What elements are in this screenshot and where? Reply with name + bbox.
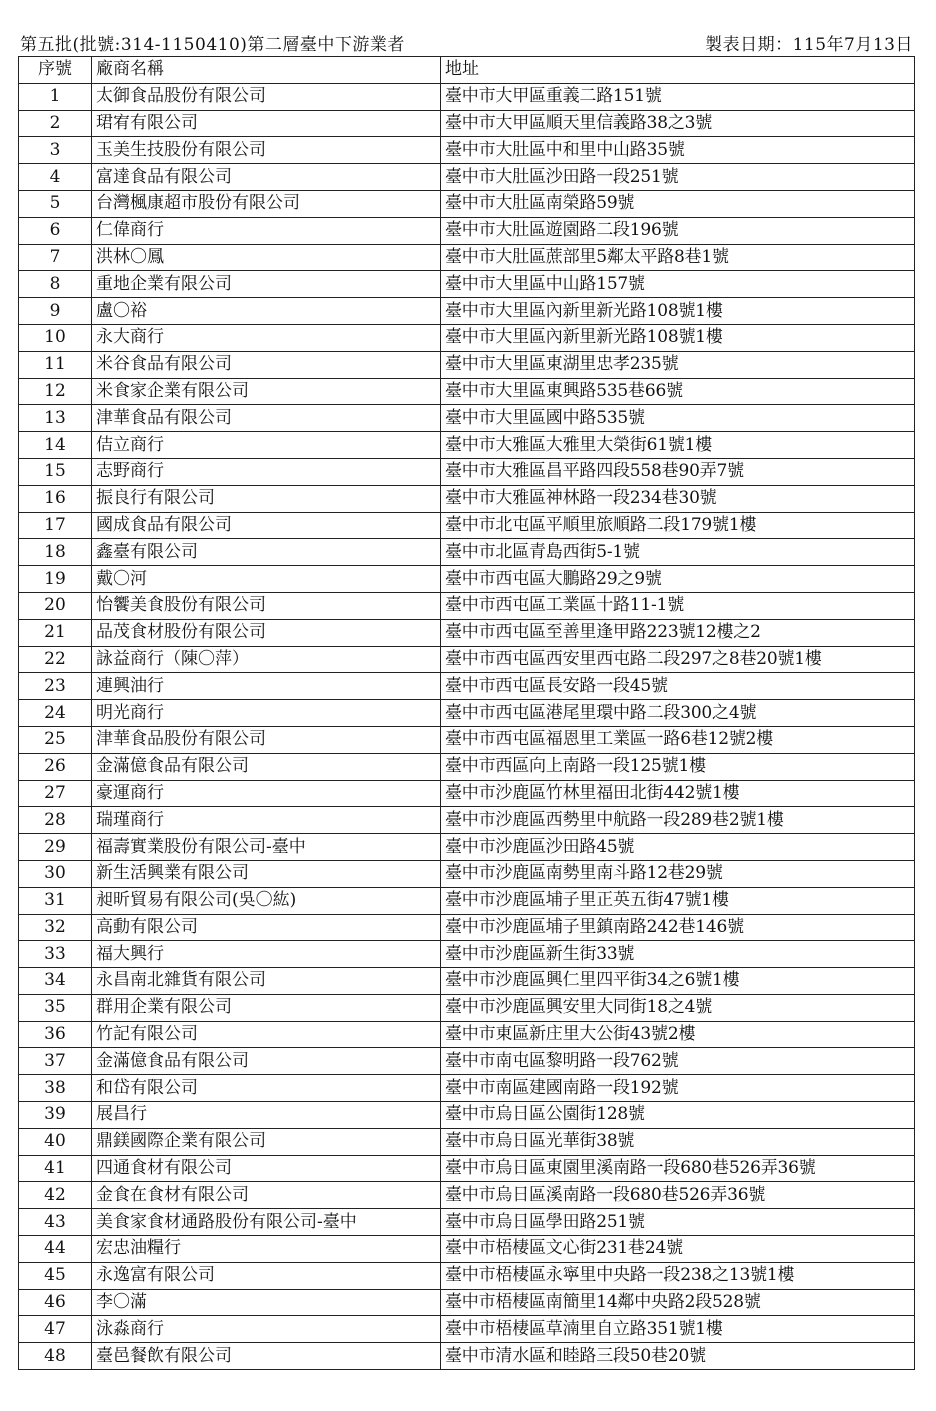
table-row — [19, 968, 915, 995]
vendor-name: 金滿億食品有限公司 — [92, 1048, 441, 1075]
table-row — [19, 1075, 915, 1102]
row-number: 39 — [19, 1102, 92, 1129]
row-number: 42 — [19, 1182, 92, 1209]
row-number: 20 — [19, 592, 92, 619]
vendor-address: 臺中市西屯區西安里西屯路二段297之8巷20號1樓 — [441, 646, 915, 673]
row-number: 9 — [19, 298, 92, 325]
table-row — [19, 351, 915, 378]
table-row — [19, 700, 915, 727]
vendor-name: 仁偉商行 — [92, 217, 441, 244]
vendor-name: 福大興行 — [92, 941, 441, 968]
vendor-address: 臺中市沙鹿區埔子里鎮南路242巷146號 — [441, 914, 915, 941]
row-number: 19 — [19, 566, 92, 593]
table-row — [19, 432, 915, 459]
table-row — [19, 83, 915, 110]
table-row — [19, 1021, 915, 1048]
vendor-address: 臺中市大肚區遊園路二段196號 — [441, 217, 915, 244]
vendor-address: 臺中市大雅區大雅里大榮街61號1樓 — [441, 432, 915, 459]
row-number: 28 — [19, 807, 92, 834]
vendor-address: 臺中市大甲區重義二路151號 — [441, 83, 915, 110]
vendor-name: 鼎鎂國際企業有限公司 — [92, 1128, 441, 1155]
vendor-name: 展昌行 — [92, 1102, 441, 1129]
vendor-address: 臺中市大雅區昌平路四段558巷90弄7號 — [441, 458, 915, 485]
table-row — [19, 298, 915, 325]
vendor-name: 珺宥有限公司 — [92, 110, 441, 137]
vendor-address: 臺中市沙鹿區興安里大同街18之4號 — [441, 994, 915, 1021]
vendor-name: 昶昕貿易有限公司(吳〇紘) — [92, 887, 441, 914]
vendor-address: 臺中市大里區內新里新光路108號1樓 — [441, 324, 915, 351]
row-number: 11 — [19, 351, 92, 378]
vendor-address: 臺中市梧棲區文心街231巷24號 — [441, 1236, 915, 1263]
vendor-name: 佶立商行 — [92, 432, 441, 459]
vendor-address: 臺中市大肚區南榮路59號 — [441, 190, 915, 217]
table-row — [19, 834, 915, 861]
row-number: 4 — [19, 164, 92, 191]
vendor-name: 四通食材有限公司 — [92, 1155, 441, 1182]
vendor-address: 臺中市烏日區光華街38號 — [441, 1128, 915, 1155]
row-number: 23 — [19, 673, 92, 700]
row-number: 48 — [19, 1343, 92, 1370]
column-header-number: 序號 — [19, 57, 92, 84]
vendor-address: 臺中市清水區和睦路三段50巷20號 — [441, 1343, 915, 1370]
row-number: 44 — [19, 1236, 92, 1263]
table-row — [19, 539, 915, 566]
row-number: 26 — [19, 753, 92, 780]
vendor-address: 臺中市梧棲區草湳里自立路351號1樓 — [441, 1316, 915, 1343]
table-row — [19, 807, 915, 834]
vendor-address: 臺中市大里區內新里新光路108號1樓 — [441, 298, 915, 325]
vendor-address: 臺中市西屯區工業區十路11-1號 — [441, 592, 915, 619]
vendor-name: 瑞瑾商行 — [92, 807, 441, 834]
vendor-address: 臺中市沙鹿區沙田路45號 — [441, 834, 915, 861]
row-number: 18 — [19, 539, 92, 566]
table-row — [19, 1316, 915, 1343]
vendor-name: 津華食品股份有限公司 — [92, 726, 441, 753]
row-number: 45 — [19, 1262, 92, 1289]
row-number: 40 — [19, 1128, 92, 1155]
vendor-name: 泳淼商行 — [92, 1316, 441, 1343]
vendor-address: 臺中市西屯區福恩里工業區一路6巷12號2樓 — [441, 726, 915, 753]
table-row — [19, 994, 915, 1021]
vendor-name: 米食家企業有限公司 — [92, 378, 441, 405]
vendor-name: 振良行有限公司 — [92, 485, 441, 512]
vendor-address: 臺中市大肚區蔗部里5鄰太平路8巷1號 — [441, 244, 915, 271]
table-row — [19, 512, 915, 539]
table-row — [19, 726, 915, 753]
table-row — [19, 458, 915, 485]
table-row — [19, 271, 915, 298]
table-row — [19, 1182, 915, 1209]
row-number: 13 — [19, 405, 92, 432]
row-number: 6 — [19, 217, 92, 244]
vendor-name: 重地企業有限公司 — [92, 271, 441, 298]
row-number: 29 — [19, 834, 92, 861]
document-title: 第五批(批號:314-1150410)第二層臺中下游業者 — [20, 34, 405, 55]
vendor-name: 志野商行 — [92, 458, 441, 485]
table-row — [19, 110, 915, 137]
table-row — [19, 646, 915, 673]
vendor-name: 和岱有限公司 — [92, 1075, 441, 1102]
vendor-address: 臺中市大甲區順天里信義路38之3號 — [441, 110, 915, 137]
table-row — [19, 485, 915, 512]
row-number: 17 — [19, 512, 92, 539]
table-row — [19, 1343, 915, 1370]
row-number: 27 — [19, 780, 92, 807]
table-row — [19, 324, 915, 351]
vendor-name: 鑫臺有限公司 — [92, 539, 441, 566]
vendor-name: 美食家食材通路股份有限公司-臺中 — [92, 1209, 441, 1236]
vendor-name: 連興油行 — [92, 673, 441, 700]
table-row — [19, 673, 915, 700]
vendor-address: 臺中市大里區東興路535巷66號 — [441, 378, 915, 405]
row-number: 32 — [19, 914, 92, 941]
table-row — [19, 1262, 915, 1289]
vendor-address: 臺中市沙鹿區新生街33號 — [441, 941, 915, 968]
table-row — [19, 1155, 915, 1182]
vendor-address: 臺中市西區向上南路一段125號1樓 — [441, 753, 915, 780]
vendor-name: 明光商行 — [92, 700, 441, 727]
column-header-address: 地址 — [441, 57, 915, 84]
vendor-address: 臺中市南屯區黎明路一段762號 — [441, 1048, 915, 1075]
vendor-address: 臺中市烏日區學田路251號 — [441, 1209, 915, 1236]
vendor-address: 臺中市西屯區大鵬路29之9號 — [441, 566, 915, 593]
column-header-vendor: 廠商名稱 — [92, 57, 441, 84]
table-row — [19, 137, 915, 164]
vendor-address: 臺中市沙鹿區興仁里四平街34之6號1樓 — [441, 968, 915, 995]
table-row — [19, 753, 915, 780]
table-row — [19, 378, 915, 405]
row-number: 31 — [19, 887, 92, 914]
vendor-name: 新生活興業有限公司 — [92, 860, 441, 887]
row-number: 1 — [19, 83, 92, 110]
vendor-name: 福壽實業股份有限公司-臺中 — [92, 834, 441, 861]
table-row — [19, 164, 915, 191]
table-row — [19, 190, 915, 217]
row-number: 3 — [19, 137, 92, 164]
vendor-name: 永昌南北雜貨有限公司 — [92, 968, 441, 995]
vendor-address: 臺中市大肚區沙田路一段251號 — [441, 164, 915, 191]
vendor-name: 竹記有限公司 — [92, 1021, 441, 1048]
row-number: 47 — [19, 1316, 92, 1343]
table-row — [19, 860, 915, 887]
vendor-address: 臺中市北屯區平順里旅順路二段179號1樓 — [441, 512, 915, 539]
vendor-name: 李〇滿 — [92, 1289, 441, 1316]
table-row — [19, 941, 915, 968]
row-number: 14 — [19, 432, 92, 459]
vendor-address: 臺中市梧棲區永寧里中央路一段238之13號1樓 — [441, 1262, 915, 1289]
vendor-name: 津華食品有限公司 — [92, 405, 441, 432]
vendor-name: 台灣楓康超市股份有限公司 — [92, 190, 441, 217]
vendor-address: 臺中市沙鹿區南勢里南斗路12巷29號 — [441, 860, 915, 887]
row-number: 15 — [19, 458, 92, 485]
row-number: 24 — [19, 700, 92, 727]
vendor-address: 臺中市烏日區東園里溪南路一段680巷526弄36號 — [441, 1155, 915, 1182]
vendor-address: 臺中市沙鹿區西勢里中航路一段289巷2號1樓 — [441, 807, 915, 834]
row-number: 12 — [19, 378, 92, 405]
table-row — [19, 217, 915, 244]
vendor-name: 盧〇裕 — [92, 298, 441, 325]
vendor-name: 豪運商行 — [92, 780, 441, 807]
vendor-name: 金滿億食品有限公司 — [92, 753, 441, 780]
table-row — [19, 1209, 915, 1236]
row-number: 38 — [19, 1075, 92, 1102]
document-date: 製表日期：115年7月13日 — [705, 34, 913, 55]
vendor-address: 臺中市西屯區長安路一段45號 — [441, 673, 915, 700]
vendor-name: 富達食品有限公司 — [92, 164, 441, 191]
page-header — [20, 30, 913, 54]
vendor-address: 臺中市大雅區神林路一段234巷30號 — [441, 485, 915, 512]
table-row — [19, 1102, 915, 1129]
vendor-name: 金食在食材有限公司 — [92, 1182, 441, 1209]
table-row — [19, 1128, 915, 1155]
table-row — [19, 1236, 915, 1263]
vendor-name: 太御食品股份有限公司 — [92, 83, 441, 110]
table-row — [19, 566, 915, 593]
vendor-name: 詠益商行（陳〇萍） — [92, 646, 441, 673]
vendor-address: 臺中市梧棲區南簡里14鄰中央路2段528號 — [441, 1289, 915, 1316]
vendor-name: 永大商行 — [92, 324, 441, 351]
vendor-address: 臺中市沙鹿區埔子里正英五街47號1樓 — [441, 887, 915, 914]
vendor-name: 國成食品有限公司 — [92, 512, 441, 539]
row-number: 30 — [19, 860, 92, 887]
vendor-address: 臺中市西屯區港尾里環中路二段300之4號 — [441, 700, 915, 727]
vendor-name: 怡饗美食股份有限公司 — [92, 592, 441, 619]
row-number: 34 — [19, 968, 92, 995]
vendor-address: 臺中市烏日區溪南路一段680巷526弄36號 — [441, 1182, 915, 1209]
row-number: 16 — [19, 485, 92, 512]
vendor-name: 洪林〇鳳 — [92, 244, 441, 271]
row-number: 5 — [19, 190, 92, 217]
vendor-address: 臺中市南區建國南路一段192號 — [441, 1075, 915, 1102]
table-row — [19, 1289, 915, 1316]
vendor-name: 宏忠油糧行 — [92, 1236, 441, 1263]
row-number: 8 — [19, 271, 92, 298]
row-number: 2 — [19, 110, 92, 137]
vendor-address: 臺中市沙鹿區竹林里福田北街442號1樓 — [441, 780, 915, 807]
table-row — [19, 780, 915, 807]
vendor-address: 臺中市北區青島西街5-1號 — [441, 539, 915, 566]
table-row — [19, 1048, 915, 1075]
row-number: 25 — [19, 726, 92, 753]
vendor-name: 戴〇河 — [92, 566, 441, 593]
row-number: 33 — [19, 941, 92, 968]
vendor-name: 品茂食材股份有限公司 — [92, 619, 441, 646]
row-number: 7 — [19, 244, 92, 271]
row-number: 41 — [19, 1155, 92, 1182]
vendor-address: 臺中市大里區東湖里忠孝235號 — [441, 351, 915, 378]
row-number: 35 — [19, 994, 92, 1021]
vendor-name: 米谷食品有限公司 — [92, 351, 441, 378]
table-row — [19, 405, 915, 432]
row-number: 36 — [19, 1021, 92, 1048]
row-number: 46 — [19, 1289, 92, 1316]
row-number: 10 — [19, 324, 92, 351]
row-number: 37 — [19, 1048, 92, 1075]
vendor-name: 永逸富有限公司 — [92, 1262, 441, 1289]
row-number: 21 — [19, 619, 92, 646]
vendor-table — [18, 56, 915, 1370]
table-body — [19, 83, 915, 1369]
vendor-address: 臺中市大里區中山路157號 — [441, 271, 915, 298]
vendor-address: 臺中市大肚區中和里中山路35號 — [441, 137, 915, 164]
vendor-name: 群用企業有限公司 — [92, 994, 441, 1021]
vendor-name: 玉美生技股份有限公司 — [92, 137, 441, 164]
table-row — [19, 244, 915, 271]
table-header-row — [19, 57, 915, 84]
table-row — [19, 619, 915, 646]
vendor-address: 臺中市烏日區公園街128號 — [441, 1102, 915, 1129]
vendor-name: 臺邑餐飲有限公司 — [92, 1343, 441, 1370]
table-row — [19, 887, 915, 914]
vendor-address: 臺中市大里區國中路535號 — [441, 405, 915, 432]
vendor-name: 高動有限公司 — [92, 914, 441, 941]
table-row — [19, 592, 915, 619]
row-number: 43 — [19, 1209, 92, 1236]
vendor-address: 臺中市西屯區至善里逢甲路223號12樓之2 — [441, 619, 915, 646]
table-row — [19, 914, 915, 941]
row-number: 22 — [19, 646, 92, 673]
vendor-address: 臺中市東區新庄里大公街43號2樓 — [441, 1021, 915, 1048]
